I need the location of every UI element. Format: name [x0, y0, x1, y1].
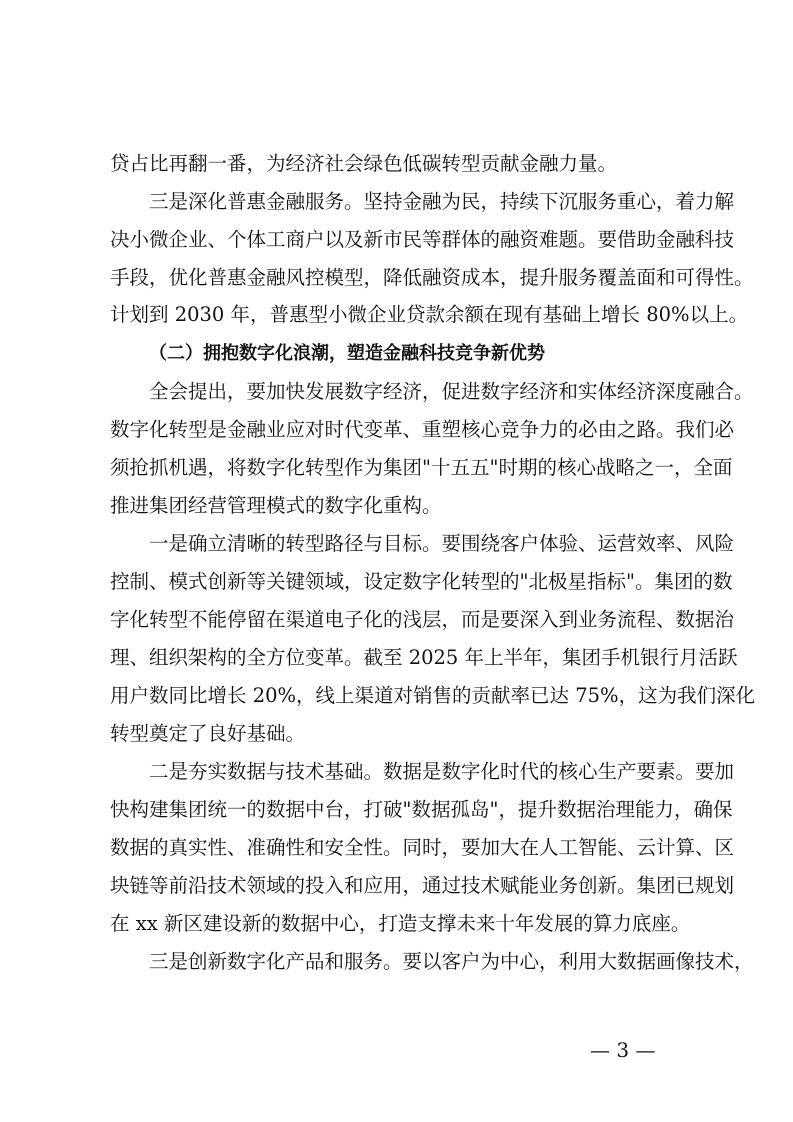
paragraph-line: 在 xx 新区建设新的数据中心，打造支撑未来十年发展的算力底座。	[110, 912, 691, 935]
paragraph-line: 计划到 2030 年，普惠型小微企业贷款余额在现有基础上增长 80%以上。	[110, 303, 749, 326]
paragraph-line: 一是确立清晰的转型路径与目标。要围绕客户体验、运营效率、风险	[149, 532, 735, 555]
paragraph-line: 全会提出，要加快发展数字经济，促进数字经济和实体经济深度融合。	[149, 380, 754, 403]
section-heading: （二）拥抱数字化浪潮，塑造金融科技竞争新优势	[149, 343, 545, 364]
paragraph-line: 块链等前沿技术领域的投入和应用，通过技术赋能业务创新。集团已规划	[110, 874, 735, 897]
paragraph-line: 决小微企业、个体工商户以及新市民等群体的融资难题。要借助金融科技	[110, 228, 735, 251]
paragraph-line: 数字化转型是金融业应对时代变革、重塑核心竞争力的必由之路。我们必	[110, 418, 735, 441]
paragraph-line: 快构建集团统一的数据中台，打破"数据孤岛"，提升数据治理能力，确保	[110, 798, 733, 821]
paragraph-line: 转型奠定了良好基础。	[110, 722, 306, 745]
paragraph-line: 推进集团经营管理模式的数字化重构。	[110, 494, 442, 517]
paragraph-line: 贷占比再翻一番，为经济社会绿色低碳转型贡献金融力量。	[110, 152, 618, 175]
paragraph-line: 三是深化普惠金融服务。坚持金融为民，持续下沉服务重心，着力解	[149, 190, 735, 213]
paragraph-line: 字化转型不能停留在渠道电子化的浅层，而是要深入到业务流程、数据治	[110, 608, 735, 631]
paragraph-line: 手段，优化普惠金融风控模型，降低融资成本，提升服务覆盖面和可得性。	[110, 266, 754, 289]
paragraph-line: 三是创新数字化产品和服务。要以客户为中心，利用大数据画像技术，	[149, 950, 754, 973]
paragraph-line: 须抢抓机遇，将数字化转型作为集团"十五五"时期的核心战略之一，全面	[110, 456, 733, 479]
paragraph-line: 二是夯实数据与技术基础。数据是数字化时代的核心生产要素。要加	[149, 760, 735, 783]
page-number: — 3 —	[590, 1038, 656, 1062]
paragraph-line: 用户数同比增长 20%，线上渠道对销售的贡献率已达 75%，这为我们深化	[110, 684, 756, 707]
paragraph-line: 控制、模式创新等关键领域，设定数字化转型的"北极星指标"。集团的数	[110, 570, 733, 593]
paragraph-line: 数据的真实性、准确性和安全性。同时，要加大在人工智能、云计算、区	[110, 836, 735, 859]
paragraph-line: 理、组织架构的全方位变革。截至 2025 年上半年，集团手机银行月活跃	[110, 646, 738, 669]
